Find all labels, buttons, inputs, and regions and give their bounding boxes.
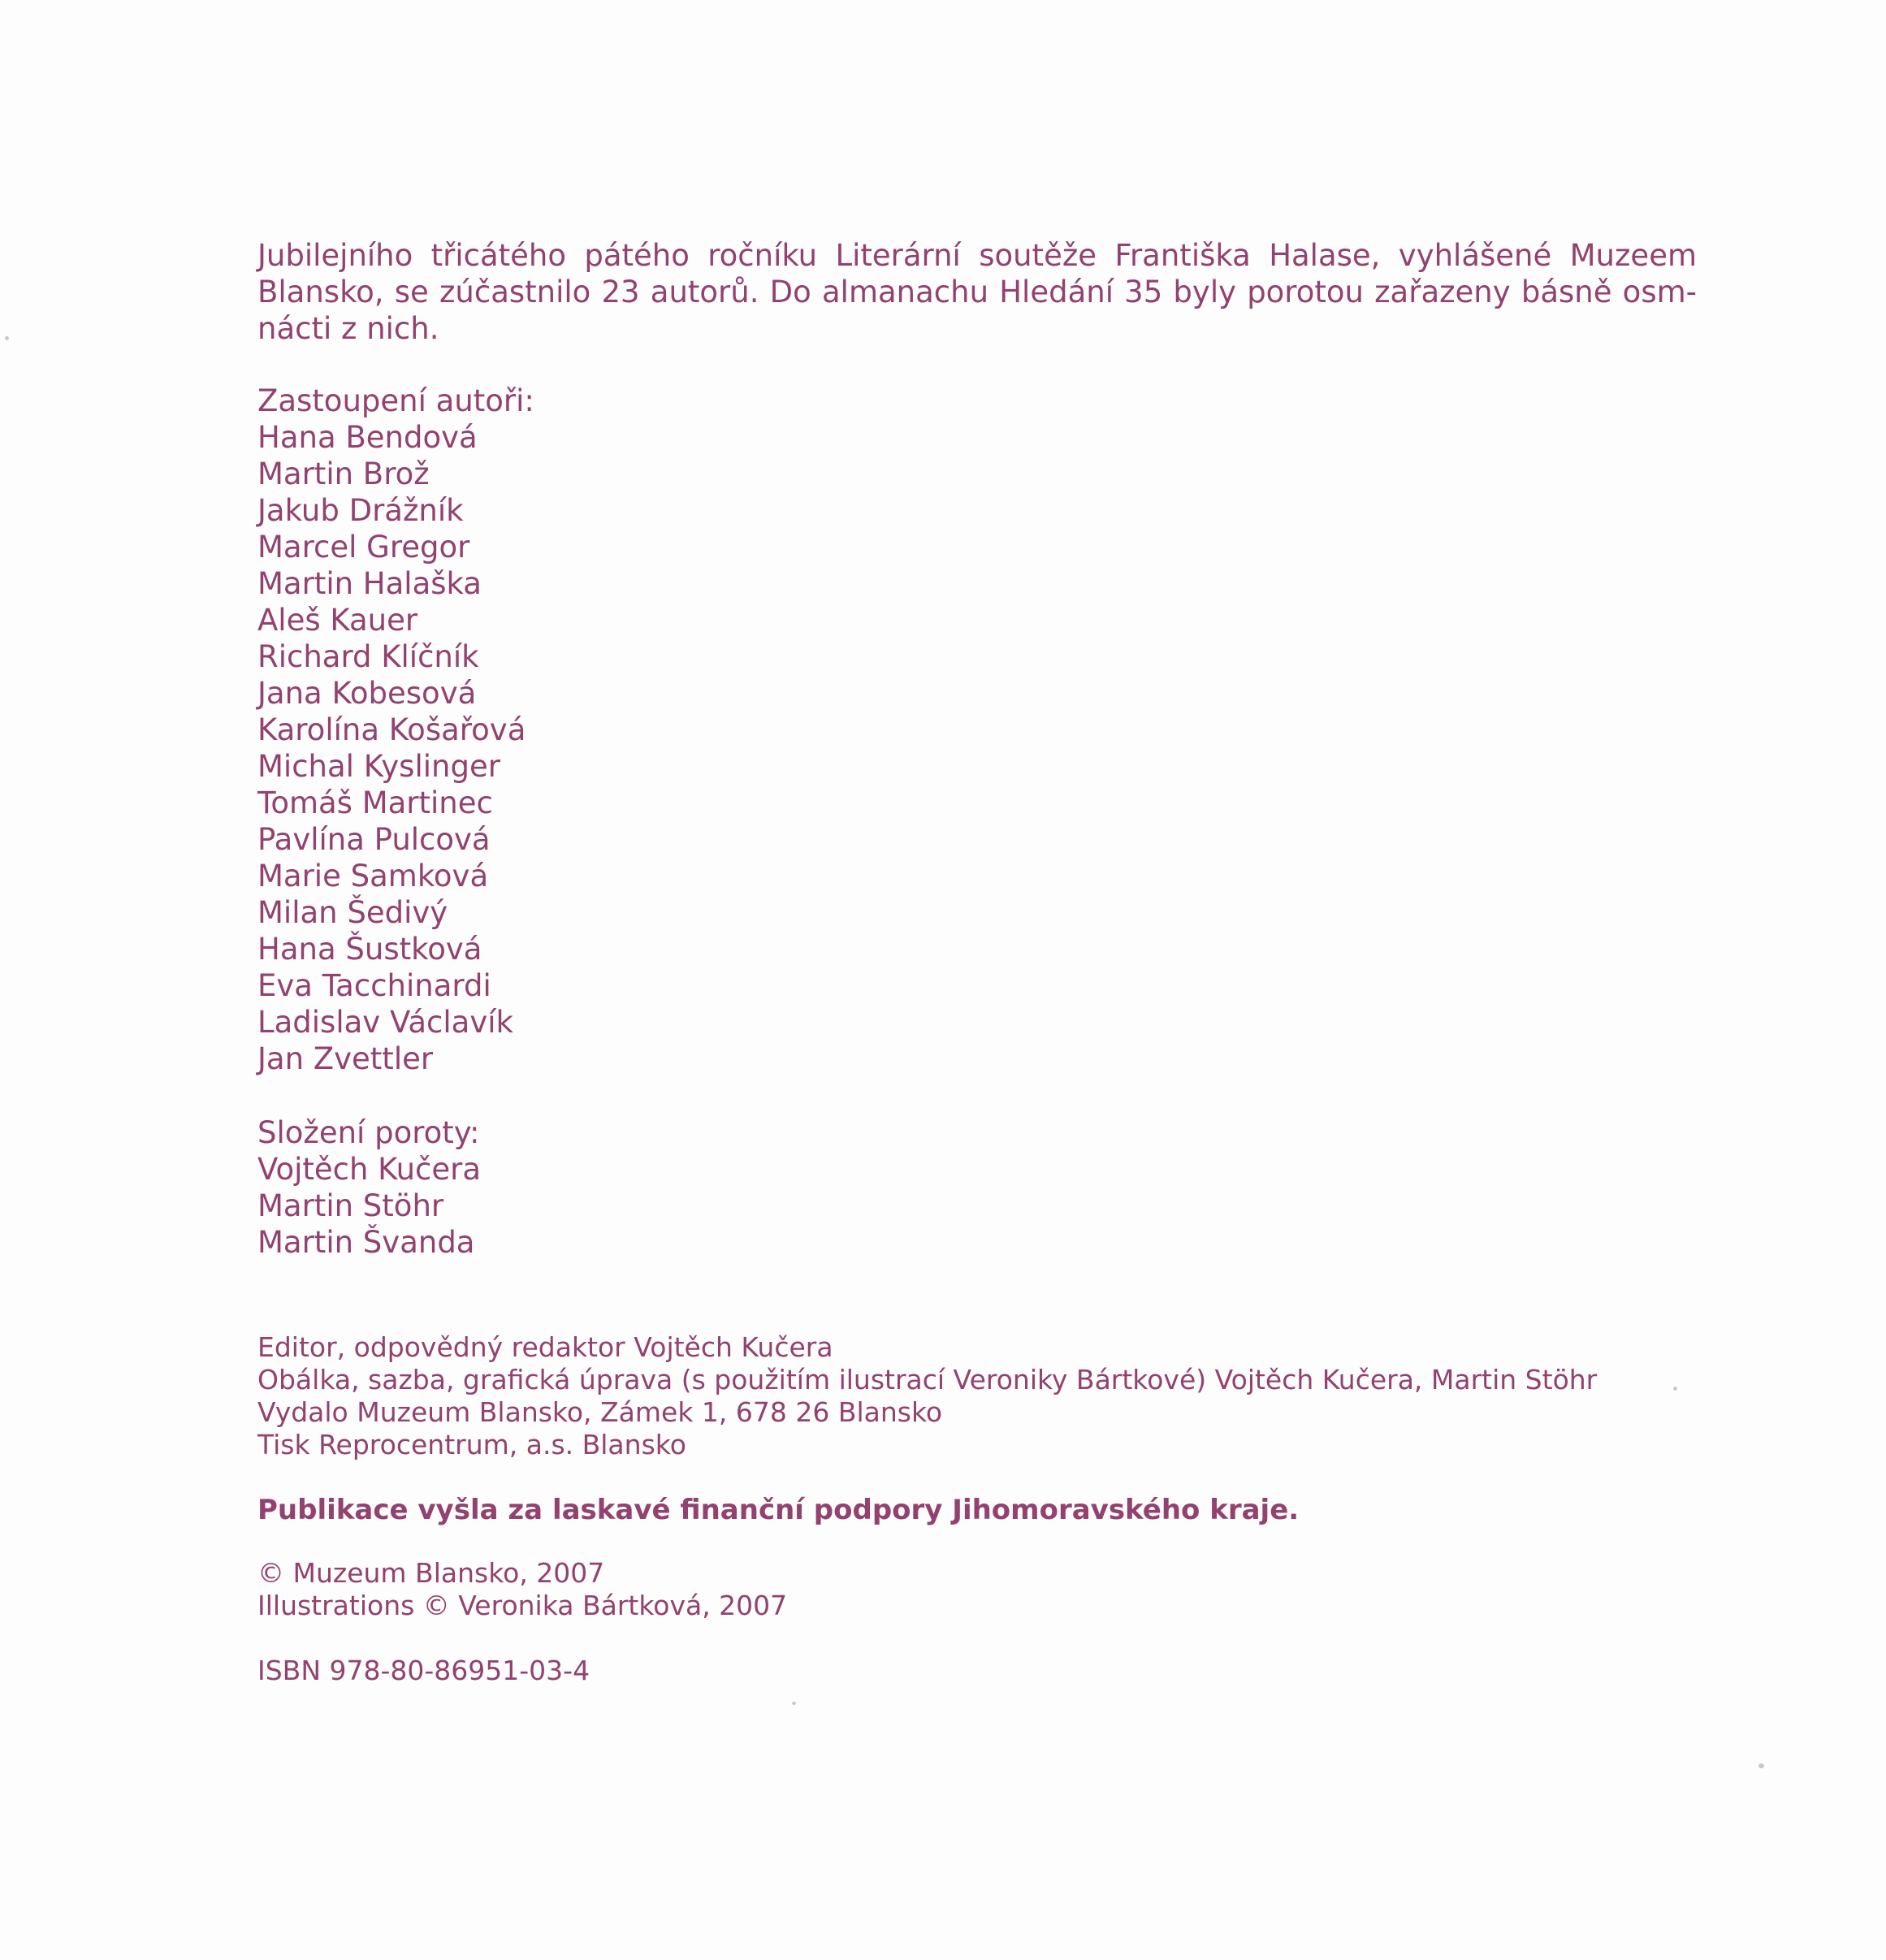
intro-line: nácti z nich. bbox=[257, 311, 439, 346]
jury-section bbox=[257, 1114, 1697, 1261]
author-name: Ladislav Václavík bbox=[257, 1005, 513, 1040]
author-name: Jan Zvettler bbox=[257, 1041, 434, 1076]
jury-member: Martin Švanda bbox=[257, 1225, 475, 1260]
author-name: Aleš Kauer bbox=[257, 603, 418, 638]
colophon-page bbox=[257, 237, 1697, 1687]
imprint-design: Obálka, sazba, grafická úprava (s použitím ilustrací Veroniky Bártkové) Vojtěch Kučera, Martin Stöhr bbox=[257, 1364, 1598, 1395]
jury-heading: Složení poroty: bbox=[257, 1115, 480, 1150]
author-name: Martin Halaška bbox=[257, 566, 482, 601]
author-name: Milan Šedivý bbox=[257, 895, 448, 930]
author-name: Eva Tacchinardi bbox=[257, 968, 491, 1003]
scan-speck bbox=[1673, 1387, 1677, 1391]
author-name: Karolína Košařová bbox=[257, 712, 526, 747]
author-name: Jana Kobesová bbox=[257, 676, 477, 711]
author-name: Michal Kyslinger bbox=[257, 749, 500, 784]
author-name: Hana Šustková bbox=[257, 932, 482, 967]
scan-speck bbox=[5, 336, 9, 340]
author-name: Hana Bendová bbox=[257, 420, 478, 455]
isbn: ISBN 978-80-86951-03-4 bbox=[257, 1655, 590, 1686]
author-name: Tomáš Martinec bbox=[257, 785, 493, 820]
scan-speck bbox=[792, 1702, 796, 1705]
author-name: Pavlína Pulcová bbox=[257, 822, 491, 857]
copyright-section bbox=[257, 1557, 1697, 1622]
author-name: Marie Samková bbox=[257, 859, 489, 893]
imprint-section bbox=[257, 1331, 1697, 1461]
copyright-line: © Muzeum Blansko, 2007 bbox=[257, 1557, 605, 1589]
intro-paragraph bbox=[257, 237, 1697, 347]
author-name: Marcel Gregor bbox=[257, 530, 470, 565]
support-note: Publikace vyšla za laskavé finanční podpory Jihomoravského kraje. bbox=[257, 1494, 1300, 1526]
authors-heading: Zastoupení autoři: bbox=[257, 383, 534, 418]
author-name: Martin Brož bbox=[257, 456, 430, 491]
author-name: Jakub Drážník bbox=[257, 493, 464, 528]
authors-section bbox=[257, 383, 1697, 1077]
intro-line: Jubilejního třicátého pátého ročníku Literární soutěže Františka Halase, vyhlášené Muzeem bbox=[257, 238, 1697, 273]
imprint-editor: Editor, odpovědný redaktor Vojtěch Kučera bbox=[257, 1331, 833, 1363]
imprint-print: Tisk Reprocentrum, a.s. Blansko bbox=[257, 1429, 686, 1460]
jury-member: Vojtěch Kučera bbox=[257, 1152, 482, 1187]
copyright-line: Illustrations © Veronika Bártková, 2007 bbox=[257, 1590, 788, 1621]
jury-member: Martin Stöhr bbox=[257, 1188, 444, 1223]
imprint-publisher: Vydalo Muzeum Blansko, Zámek 1, 678 26 Blansko bbox=[257, 1396, 943, 1428]
author-name: Richard Klíčník bbox=[257, 639, 479, 674]
scan-speck bbox=[1758, 1763, 1764, 1768]
intro-line: Blansko, se zúčastnilo 23 autorů. Do almanachu Hledání 35 byly porotou zařazeny básně osm- bbox=[257, 275, 1697, 309]
